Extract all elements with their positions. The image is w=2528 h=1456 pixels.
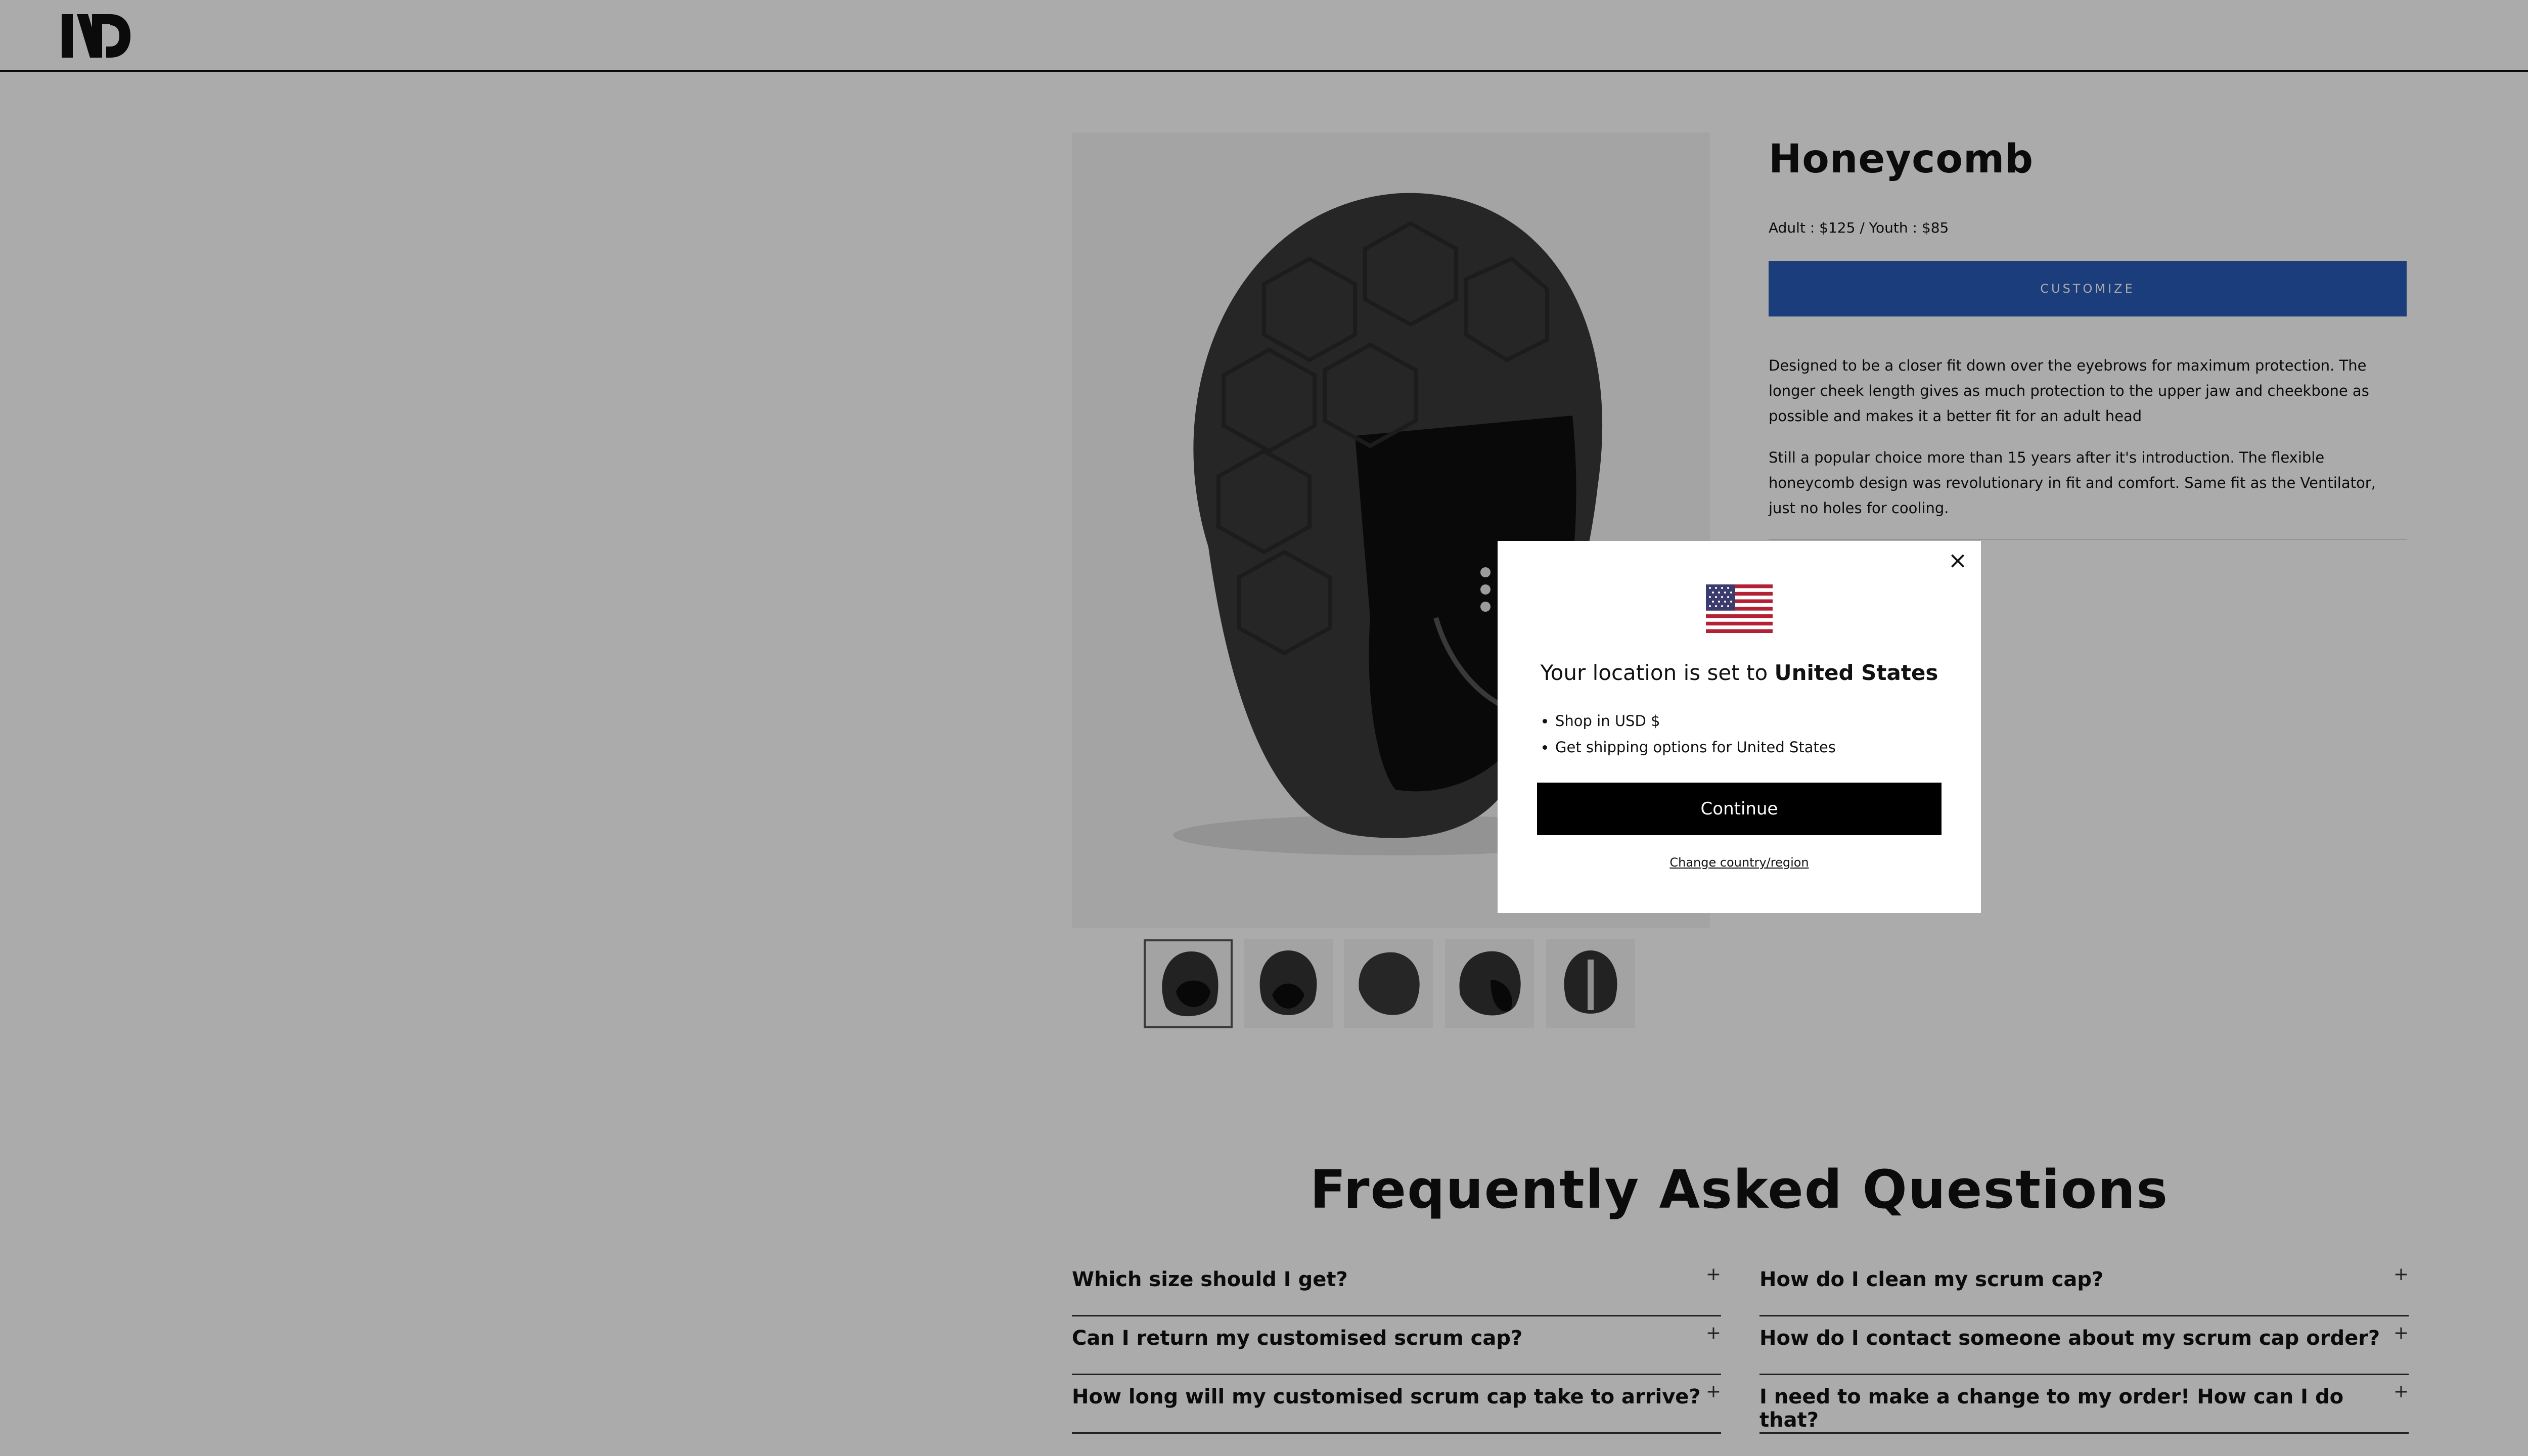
plus-icon: + xyxy=(1705,1381,1721,1402)
faq-question: How do I contact someone about my scrum cap order? xyxy=(1759,1327,2380,1350)
customize-button[interactable]: CUSTOMIZE xyxy=(1769,261,2407,316)
modal-country: United States xyxy=(1774,660,1938,685)
bullet-shipping: • Get shipping options for United States xyxy=(1555,734,1836,760)
product-description-1: Designed to be a closer fit down over the eyebrows for maximum protection. The longer cheek length gives as much protection to the upper jaw and cheekbone as possible and makes it a better fit for an adult head xyxy=(1769,357,2369,425)
faq-question: Can I return my customised scrum cap? xyxy=(1072,1327,1523,1350)
faq-question: How do I clean my scrum cap? xyxy=(1759,1268,2104,1291)
plus-icon: + xyxy=(2393,1323,2409,1343)
plus-icon: + xyxy=(2393,1381,2409,1402)
faq-question: How long will my customised scrum cap take to arrive? xyxy=(1072,1385,1701,1408)
modal-bullets xyxy=(1523,708,1836,760)
plus-icon: + xyxy=(1705,1323,1721,1343)
product-title: Honeycomb xyxy=(1769,136,2034,182)
modal-title xyxy=(1498,660,1981,685)
faq-question: I need to make a change to my order! How can I do that? xyxy=(1759,1385,2344,1432)
plus-icon: + xyxy=(2393,1264,2409,1285)
bullet-currency: • Shop in USD $ xyxy=(1555,708,1836,734)
product-price: Adult : $125 / Youth : $85 xyxy=(1769,219,1949,236)
location-modal xyxy=(1498,541,1981,913)
change-country-link[interactable]: Change country/region xyxy=(1669,855,1809,870)
plus-icon: + xyxy=(1705,1264,1721,1285)
us-flag-icon xyxy=(1706,584,1773,633)
faq-question: Which size should I get? xyxy=(1072,1268,1348,1291)
close-icon[interactable]: × xyxy=(1948,547,1968,574)
continue-button[interactable]: Continue xyxy=(1537,783,1942,835)
faq-title: Frequently Asked Questions xyxy=(1310,1159,2169,1220)
modal-title-prefix: Your location is set to xyxy=(1540,660,1775,685)
product-description-2: Still a popular choice more than 15 years after it's introduction. The flexible honeycomb design was revolutionary in fit and comfort. Same fit as the Ventilator, just no holes for cooling. xyxy=(1769,449,2376,517)
